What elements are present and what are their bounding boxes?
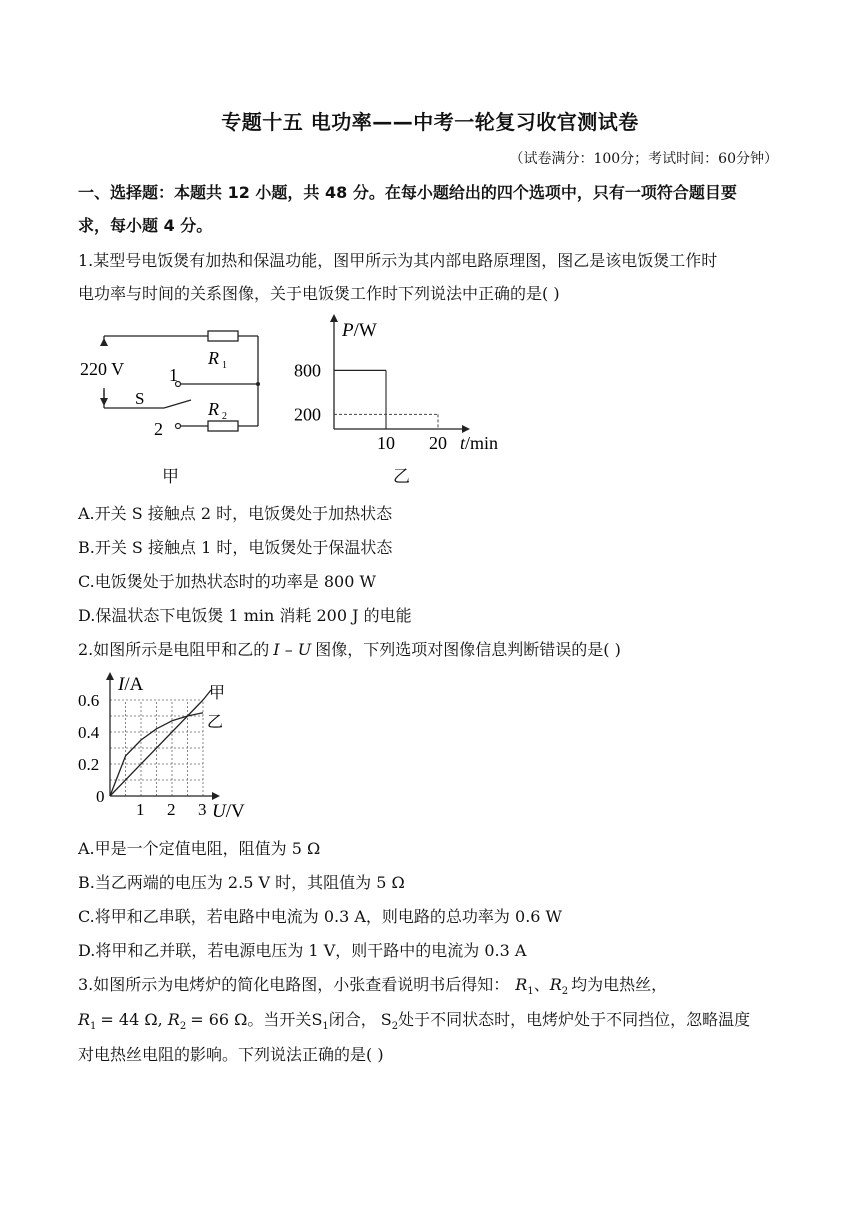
q3-stem-line2 xyxy=(78,1007,750,1032)
x-axis-arrow xyxy=(462,425,470,433)
y-tick-200: 200 xyxy=(294,404,321,425)
circuit-voltage-label: 220 V xyxy=(80,359,125,379)
circuit-r2-label: R xyxy=(208,399,219,419)
section-heading-line2: 求，每小题 4 分。 xyxy=(78,216,213,235)
q1-circuit-diagram xyxy=(74,320,274,445)
q3-r2-eq-sub: 2 xyxy=(179,1021,187,1033)
q1-power-time-chart xyxy=(290,312,520,462)
q2-stem-variable: I – U xyxy=(273,640,312,659)
x-axis-label: U/V xyxy=(212,801,245,820)
y-axis-label: I/A xyxy=(118,674,144,695)
q3-s2: S xyxy=(380,1010,392,1029)
circuit-contact-1-label: 1 xyxy=(169,365,178,385)
q3-s2-sub: 2 xyxy=(391,1021,399,1033)
y-tick-800: 800 xyxy=(294,360,321,381)
q2-option-b[interactable]: B.当乙两端的电压为 2.5 V 时，其阻值为 5 Ω xyxy=(78,873,405,892)
circuit-r1-subscript: 1 xyxy=(222,360,227,371)
q3-r1-eq-sub: 1 xyxy=(90,1021,97,1033)
q3-stem-line3: 对电热丝电阻的影响。下列说法正确的是( ) xyxy=(78,1045,384,1064)
y-tick-label: 0.4 xyxy=(78,723,100,742)
q2-current-voltage-chart xyxy=(72,672,262,820)
y-axis-arrow xyxy=(106,672,114,680)
q2-stem xyxy=(78,637,621,660)
q3-r1-sub: 1 xyxy=(527,986,534,998)
q3-r2: R xyxy=(549,975,562,994)
q3-separator: 、 xyxy=(533,975,550,994)
q2-option-a[interactable]: A.甲是一个定值电阻，阻值为 5 Ω xyxy=(78,839,321,858)
q3-r2-eq: R xyxy=(167,1010,180,1029)
q3-stem-text: 3.如图所示为电烤炉的简化电路图，小张查看说明书后得知： xyxy=(78,975,510,994)
x-tick-label: 3 xyxy=(198,800,207,819)
page-title: 专题十五 电功率——中考一轮复习收官测试卷 xyxy=(221,110,639,134)
q1-option-a[interactable]: A.开关 S 接触点 2 时，电饭煲处于加热状态 xyxy=(78,504,393,523)
circuit-r1-label: R xyxy=(208,348,219,368)
power-chart-caption: 乙 xyxy=(393,467,410,487)
q3-s1-sub: 1 xyxy=(322,1021,329,1033)
q3-stem-line1 xyxy=(78,972,667,997)
circuit-caption: 甲 xyxy=(162,467,179,487)
y-axis-label: P/W xyxy=(342,320,377,341)
x-axis-label: t/min xyxy=(460,433,499,453)
q1-option-d[interactable]: D.保温状态下电饭煲 1 min 消耗 200 J 的电能 xyxy=(78,606,412,625)
q3-stem-text-d: 闭合， xyxy=(328,1010,377,1029)
q2-option-c[interactable]: C.将甲和乙串联，若电路中电流为 0.3 A，则电路的总功率为 0.6 W xyxy=(78,907,562,926)
q3-r2-sub: 2 xyxy=(561,986,569,998)
q3-s1: S xyxy=(311,1010,323,1029)
q1-stem-line1: 1.某型号电饭煲有加热和保温功能，图甲所示为其内部电路原理图，图乙是该电饭煲工作时 xyxy=(78,251,718,270)
q3-eq1: = 44 Ω, xyxy=(100,1010,168,1029)
x-axis-arrow xyxy=(212,792,220,800)
section-heading-line1: 一、选择题：本题共 12 小题，共 48 分。在每小题给出的四个选项中，只有一项符合题目要 xyxy=(78,183,737,202)
x-tick-label: 1 xyxy=(136,800,145,819)
x-tick-20: 20 xyxy=(429,433,447,453)
circuit-switch-label: S xyxy=(135,389,145,408)
y-axis-arrow xyxy=(330,314,338,322)
q3-r1: R xyxy=(515,975,528,994)
y-tick-label: 0.2 xyxy=(78,755,100,774)
q1-option-b[interactable]: B.开关 S 接触点 1 时，电饭煲处于保温状态 xyxy=(78,538,393,557)
q3-r1-eq: R xyxy=(78,1010,91,1029)
contact-2-terminal xyxy=(176,424,181,429)
exam-info: （试卷满分：100分；考试时间：60分钟） xyxy=(509,151,778,167)
circuit-contact-2-label: 2 xyxy=(154,419,163,439)
series-jia-label: 甲 xyxy=(209,685,226,702)
x-tick-10: 10 xyxy=(377,433,395,453)
q3-eq2: = 66 Ω xyxy=(190,1010,248,1029)
q1-option-c[interactable]: C.电饭煲处于加热状态时的功率是 800 W xyxy=(78,572,376,591)
x-tick-label: 2 xyxy=(167,800,176,819)
y-tick-label: 0.6 xyxy=(78,691,100,710)
circuit-r2-subscript: 2 xyxy=(222,411,227,422)
q2-stem-rest: 图像，下列选项对图像信息判断错误的是( ) xyxy=(315,640,621,659)
q2-option-d[interactable]: D.将甲和乙并联，若电源电压为 1 V，则干路中的电流为 0.3 A xyxy=(78,941,527,960)
q2-stem-text: 2.如图所示是电阻甲和乙的 xyxy=(78,640,270,659)
q3-stem-text-e: 处于不同状态时，电烤炉处于不同挡位，忽略温度 xyxy=(398,1010,751,1029)
q3-stem-text-c: 。当开关 xyxy=(247,1010,312,1029)
q3-stem-text-b: 均为电热丝， xyxy=(571,975,668,994)
q1-stem-line2: 电功率与时间的关系图像，关于电饭煲工作时下列说法中正确的是( ) xyxy=(78,284,560,303)
y-tick-label: 0 xyxy=(96,787,105,806)
series-yi-label: 乙 xyxy=(207,713,224,731)
